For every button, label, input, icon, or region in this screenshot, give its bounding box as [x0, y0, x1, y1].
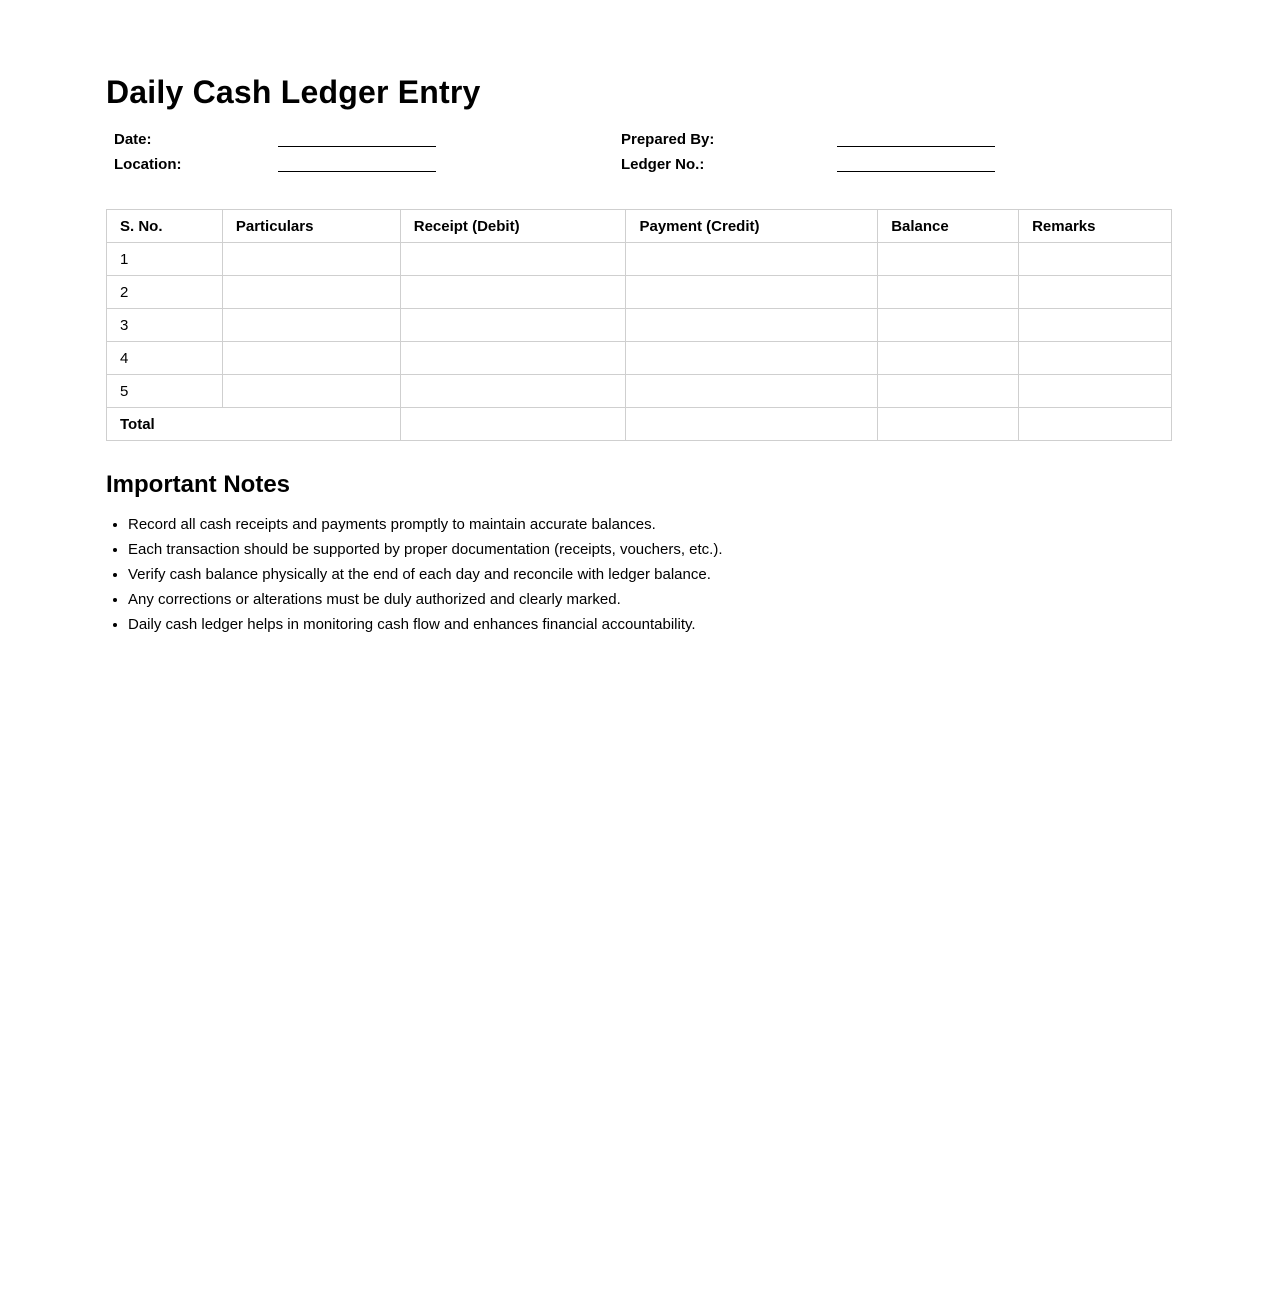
list-item: • Each transaction should be supported by proper documentation (receipts, vouchers, etc.). [128, 537, 1168, 562]
remarks-cell[interactable] [1019, 309, 1172, 342]
ledger-no-field[interactable] [837, 171, 995, 172]
ledger-no-label: Ledger No.: [621, 156, 705, 173]
particulars-cell[interactable] [222, 276, 400, 309]
header-receipt-debit: Receipt (Debit) [400, 210, 626, 243]
row-number: 2 [107, 276, 223, 309]
total-row [107, 408, 1172, 441]
receipt-cell[interactable] [400, 342, 626, 375]
payment-cell[interactable] [626, 309, 878, 342]
remarks-cell[interactable] [1019, 375, 1172, 408]
particulars-cell[interactable] [222, 342, 400, 375]
meta-row-1 [106, 128, 1172, 153]
table-row [107, 276, 1172, 309]
list-item: • Daily cash ledger helps in monitoring cash flow and enhances financial accountability. [128, 612, 1168, 637]
table-row [107, 375, 1172, 408]
header-remarks: Remarks [1019, 210, 1172, 243]
payment-cell[interactable] [626, 276, 878, 309]
row-number: 5 [107, 375, 223, 408]
remarks-cell[interactable] [1019, 276, 1172, 309]
table-row [107, 309, 1172, 342]
prepared-by-label: Prepared By: [621, 131, 715, 148]
ledger-table [106, 209, 1172, 441]
total-label: Total [107, 408, 401, 441]
list-item: • Record all cash receipts and payments promptly to maintain accurate balances. [128, 512, 1168, 537]
notes-list [106, 512, 1168, 637]
ledger-meta [106, 128, 1172, 178]
balance-cell[interactable] [878, 342, 1019, 375]
payment-cell[interactable] [626, 243, 878, 276]
list-item: • Any corrections or alterations must be duly authorized and clearly marked. [128, 587, 1168, 612]
remarks-cell[interactable] [1019, 342, 1172, 375]
balance-cell[interactable] [878, 309, 1019, 342]
balance-cell[interactable] [878, 375, 1019, 408]
table-header-row [107, 210, 1172, 243]
list-item: • Verify cash balance physically at the end of each day and reconcile with ledger balance. [128, 562, 1168, 587]
row-number: 3 [107, 309, 223, 342]
row-number: 1 [107, 243, 223, 276]
date-field[interactable] [278, 146, 436, 147]
particulars-cell[interactable] [222, 375, 400, 408]
receipt-cell[interactable] [400, 309, 626, 342]
header-s-no: S. No. [107, 210, 223, 243]
header-particulars: Particulars [222, 210, 400, 243]
receipt-cell[interactable] [400, 276, 626, 309]
date-label: Date: [114, 131, 152, 148]
location-label: Location: [114, 156, 182, 173]
particulars-cell[interactable] [222, 243, 400, 276]
balance-cell[interactable] [878, 276, 1019, 309]
payment-cell[interactable] [626, 342, 878, 375]
row-number: 4 [107, 342, 223, 375]
table-row [107, 243, 1172, 276]
payment-cell[interactable] [626, 375, 878, 408]
total-receipt-cell[interactable] [400, 408, 626, 441]
notes-heading: Important Notes [106, 471, 291, 498]
meta-row-2 [106, 153, 1172, 178]
prepared-by-field[interactable] [837, 146, 995, 147]
total-payment-cell[interactable] [626, 408, 878, 441]
receipt-cell[interactable] [400, 375, 626, 408]
header-balance: Balance [878, 210, 1019, 243]
header-payment-credit: Payment (Credit) [626, 210, 878, 243]
particulars-cell[interactable] [222, 309, 400, 342]
receipt-cell[interactable] [400, 243, 626, 276]
page-title: Daily Cash Ledger Entry [106, 74, 481, 110]
total-remarks-cell[interactable] [1019, 408, 1172, 441]
remarks-cell[interactable] [1019, 243, 1172, 276]
location-field[interactable] [278, 171, 436, 172]
balance-cell[interactable] [878, 243, 1019, 276]
total-balance-cell[interactable] [878, 408, 1019, 441]
table-row [107, 342, 1172, 375]
